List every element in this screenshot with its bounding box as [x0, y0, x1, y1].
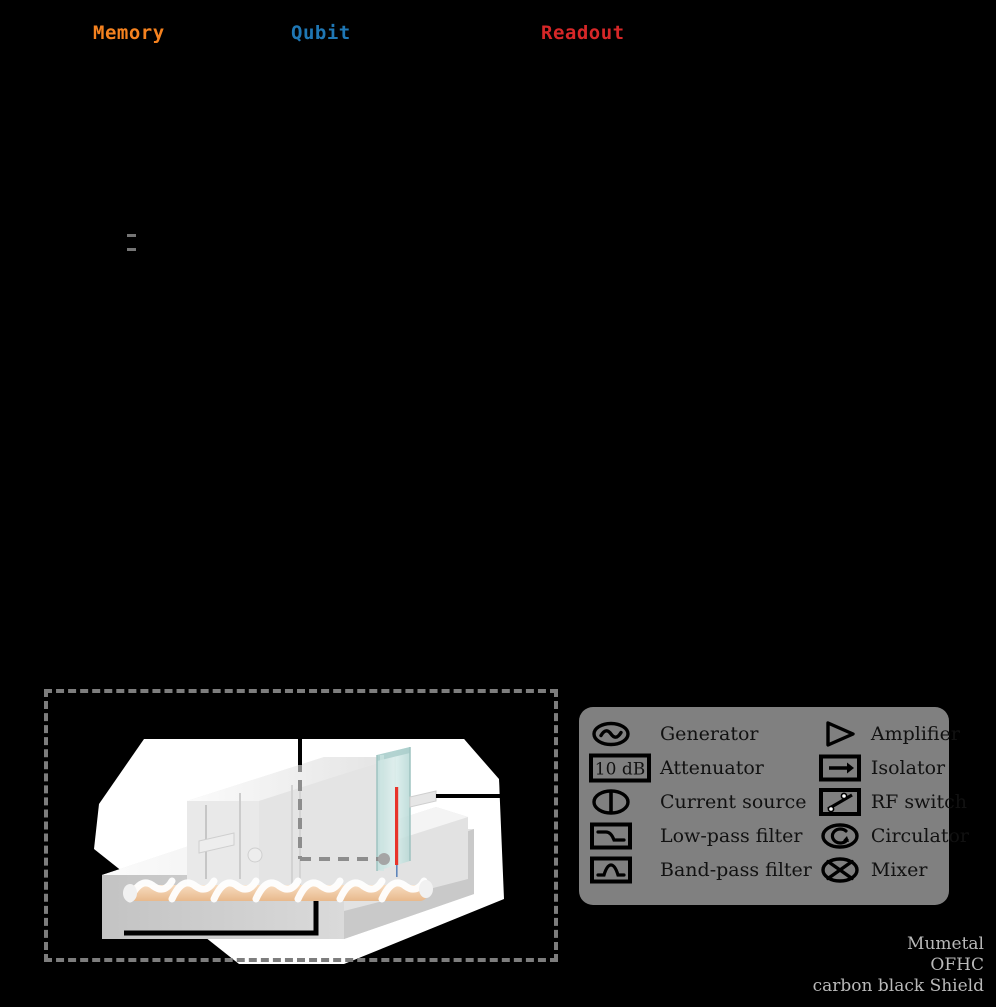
shield-label-mumetal: Mumetal [907, 934, 984, 954]
legend-label-rf-switch: RF switch [870, 791, 967, 813]
isolator-icon [818, 754, 862, 782]
channel-label-memory: Memory [93, 22, 165, 44]
legend-label-current-source: Current source [660, 791, 807, 813]
legend-label-circulator: Circulator [870, 825, 969, 847]
circulator-icon [818, 822, 862, 850]
generator-icon [589, 721, 633, 747]
shield-label-ofhc: OFHC [930, 955, 984, 975]
shield-label-carbon: carbon black Shield [812, 976, 984, 996]
component-legend [579, 707, 969, 905]
low-pass-filter-icon [589, 822, 633, 850]
legend-label-amplifier: Amplifier [870, 723, 960, 745]
current-source-icon [589, 788, 633, 816]
legend-label-generator: Generator [660, 723, 759, 745]
channel-label-readout: Readout [541, 22, 625, 44]
legend-label-band-pass-filter: Band-pass filter [660, 859, 812, 881]
legend-label-mixer: Mixer [870, 859, 928, 881]
wire-stub-upper [127, 234, 136, 237]
band-pass-filter-icon [589, 856, 633, 884]
legend-label-isolator: Isolator [870, 757, 946, 779]
legend-label-low-pass-filter: Low-pass filter [660, 825, 803, 847]
rf-switch-icon [818, 787, 862, 817]
wire-stub-lower [127, 248, 136, 251]
legend-label-attenuator: Attenuator [660, 757, 764, 779]
mixer-icon [818, 856, 862, 884]
amplifier-icon [818, 720, 862, 748]
attenuator-icon [589, 753, 651, 783]
attenuator-value: 10 dB [594, 759, 646, 780]
channel-label-qubit: Qubit [291, 22, 351, 44]
shield-material-labels [813, 934, 984, 997]
shield-enclosure [44, 689, 558, 962]
